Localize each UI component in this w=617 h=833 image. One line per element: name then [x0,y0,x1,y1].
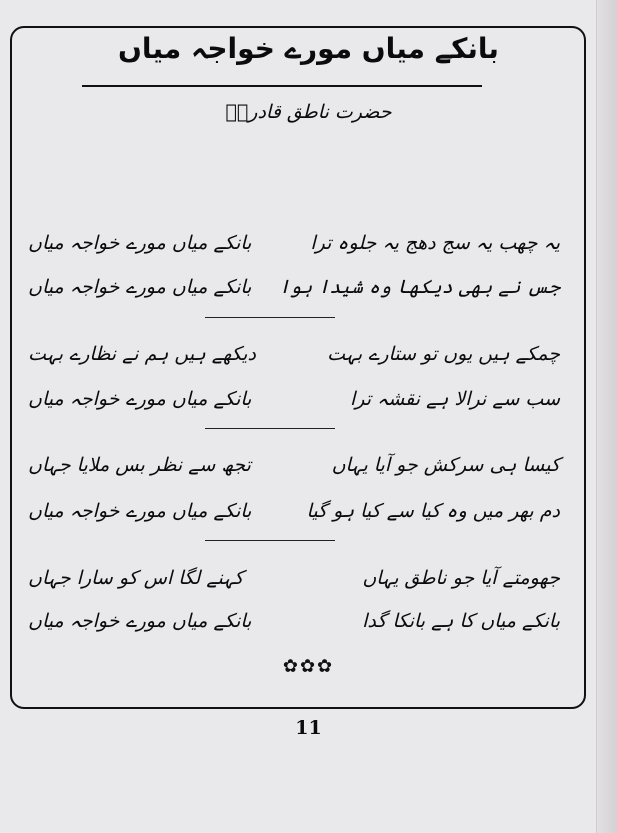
verse-second-half: دیکھے ہیں ہم نے نظارے بہت [28,343,256,365]
verse-first-half: کیسا ہی سرکش جو آیا یہاں [331,454,560,476]
verse-first-half: دم بھر میں وہ کیا سے کیا ہو گیا [306,500,560,522]
stanza-divider [205,428,335,429]
verse-second-half: بانکے میاں مورے خواجہ میاں [28,500,252,522]
page-number: 11 [295,717,322,739]
verse-second-half: بانکے میاں مورے خواجہ میاں [28,610,252,632]
page-edge [596,0,617,833]
stanza-divider [205,540,335,541]
poem-title: بانکے میاں مورے خواجہ میاں [118,32,499,65]
verse-second-half: بانکے میاں مورے خواجہ میاں [28,232,252,254]
verse-first-half: یہ چھب یہ سج دھج یہ جلوہ ترا [310,232,560,254]
verse-first-half: بانکے میاں کا ہے بانکا گدا [362,610,560,632]
poem-author: حضرت ناطق قادریؒ [225,101,392,123]
verse-first-half: جھومتے آیا جو ناطق یہاں [362,567,560,589]
verse-first-half: جس نے بھی دیکھا وہ شیدا ہوا [278,276,560,298]
verse-second-half: تجھ سے نظر بس ملایا جہاں [28,454,251,476]
title-underline [82,85,482,87]
flower-ornament-icon: ✿✿✿ [282,656,335,677]
verse-second-half: کہنے لگا اس کو سارا جہاں [28,567,244,589]
stanza-divider [205,317,335,318]
verse-first-half: سب سے نرالا ہے نقشہ ترا [349,388,560,410]
verse-second-half: بانکے میاں مورے خواجہ میاں [28,276,252,298]
verse-second-half: بانکے میاں مورے خواجہ میاں [28,388,252,410]
verse-first-half: چمکے ہیں یوں تو ستارے بہت [327,343,560,365]
